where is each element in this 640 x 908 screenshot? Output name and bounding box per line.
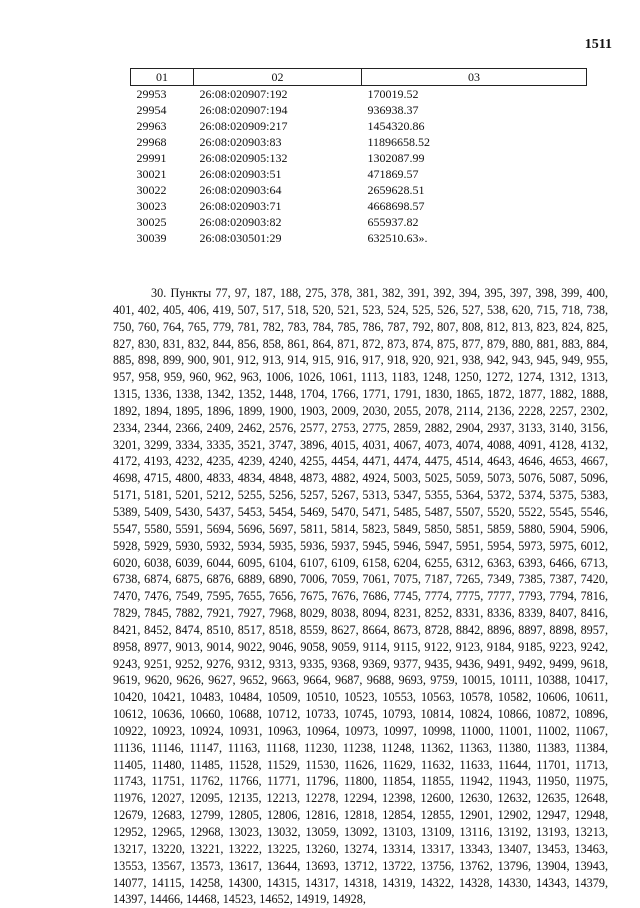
page-number: 1511 [584, 37, 612, 52]
table-cell: 471869.57 [367, 167, 419, 181]
table-row [131, 102, 587, 118]
table-cell: 655937.82 [367, 215, 419, 229]
table-cell: 30022 [136, 183, 167, 197]
table-row [131, 182, 587, 198]
table-cell: 26:08:020903:71 [199, 199, 282, 213]
table-cell: 26:08:020903:82 [199, 215, 282, 229]
table-cell: 26:08:020903:51 [199, 167, 282, 181]
table-row [131, 134, 587, 150]
column-header: 03 [362, 69, 587, 86]
column-header: 02 [194, 69, 362, 86]
table-row [131, 86, 587, 103]
table-cell: 26:08:020909:217 [199, 119, 288, 133]
amendment-paragraph: 30. Пункты 77, 97, 187, 188, 275, 378, 381, 382, 391, 392, 394, 395, 397, 398, 399, 400, 401, 402, 405, 406, 419, 507, 517, 518, 520, 521, 523, 524, 525, 526, 527, 538, 620, 715, 718, 738, 750, 760, 764, 765, 779, 781, 782, 783, 784, 785, 786, 787, 792, 807, 808, 812, 813, 823, 824, 825, 827, 830, 831, 832, 844, 856, 858, 861, 864, 871, 872, 873, 874, 875, 877, 879, 880, 881, 883, 884, 885, 898, 899, 900, 901, 912, 913, 914, 915, 916, 917, 918, 920, 921, 938, 942, 943, 945, 949, 955, 957, 958, 959, 960, 962, 963, 1006, 1026, 1061, 1113, 1183, 1248, 1250, 1272, 1274, 1312, 1313, 1315, 1336, 1338, 1342, 1352, 1448, 1704, 1766, 1771, 1791, 1830, 1865, 1872, 1877, 1882, 1888, 1892, 1894, 1895, 1896, 1899, 1900, 1903, 2009, 2030, 2055, 2078, 2114, 2136, 2228, 2257, 2302, 2334, 2344, 2366, 2409, 2462, 2576, 2577, 2753, 2775, 2859, 2882, 2904, 2937, 3133, 3140, 3156, 3201, 3299, 3334, 3335, 3521, 3747, 3896, 4015, 4031, 4067, 4073, 4074, 4088, 4091, 4128, 4132, 4172, 4193, 4232, 4235, 4239, 4240, 4255, 4454, 4471, 4474, 4475, 4514, 4643, 4646, 4653, 4667, 4698, 4715, 4800, 4833, 4834, 4848, 4873, 4882, 4924, 5003, 5025, 5059, 5073, 5076, 5087, 5096, 5171, 5181, 5201, 5212, 5255, 5256, 5257, 5267, 5313, 5347, 5355, 5364, 5372, 5374, 5375, 5383, 5389, 5409, 5430, 5437, 5453, 5454, 5469, 5470, 5471, 5485, 5487, 5507, 5520, 5522, 5545, 5546, 5547, 5580, 5591, 5694, 5696, 5697, 5811, 5814, 5823, 5849, 5850, 5851, 5859, 5880, 5904, 5906, 5928, 5929, 5930, 5932, 5934, 5935, 5936, 5937, 5945, 5946, 5947, 5951, 5954, 5973, 5975, 6012, 6020, 6038, 6039, 6044, 6095, 6104, 6107, 6109, 6158, 6204, 6255, 6312, 6363, 6393, 6466, 6713, 6738, 6874, 6875, 6876, 6889, 6890, 7006, 7059, 7061, 7075, 7187, 7265, 7349, 7385, 7387, 7420, 7470, 7476, 7549, 7595, 7655, 7656, 7675, 7676, 7686, 7745, 7774, 7775, 7777, 7793, 7794, 7816, 7829, 7845, 7882, 7921, 7927, 7968, 8029, 8038, 8094, 8231, 8252, 8331, 8336, 8339, 8407, 8416, 8421, 8452, 8474, 8510, 8517, 8518, 8559, 8627, 8664, 8673, 8728, 8842, 8896, 8897, 8898, 8957, 8958, 8977, 9013, 9014, 9022, 9046, 9058, 9059, 9114, 9115, 9122, 9123, 9184, 9185, 9223, 9242, 9243, 9251, 9252, 9276, 9312, 9313, 9335, 9368, 9369, 9377, 9435, 9436, 9491, 9492, 9499, 9618, 9619, 9620, 9626, 9627, 9652, 9663, 9664, 9687, 9688, 9693, 9759, 10015, 10111, 10388, 10417, 10420, 10421, 10483, 10484, 10509, 10510, 10523, 10553, 10563, 10578, 10582, 10606, 10611, 10612, 10636, 10660, 10688, 10712, 10733, 10745, 10793, 10814, 10824, 10866, 10872, 10896, 10922, 10923, 10924, 10931, 10963, 10964, 10973, 10997, 10998, 11000, 11001, 11002, 11067, 11136, 11146, 11147, 11163, 11168, 11230, 11238, 11248, 11362, 11363, 11380, 11383, 11384, 11405, 11480, 11485, 11528, 11529, 11530, 11626, 11629, 11632, 11633, 11644, 11701, 11713, 11743, 11751, 11762, 11766, 11771, 11796, 11800, 11854, 11855, 11942, 11943, 11950, 11975, 11976, 12027, 12095, 12135, 12213, 12278, 12294, 12398, 12600, 12630, 12632, 12635, 12648, 12679, 12683, 12799, 12805, 12806, 12816, 12818, 12854, 12855, 12901, 12902, 12947, 12948, 12952, 12965, 12968, 13023, 13032, 13059, 13092, 13103, 13109, 13116, 13192, 13193, 13213, 13217, 13220, 13221, 13222, 13225, 13260, 13274, 13314, 13317, 13343, 13407, 13453, 13463, 13553, 13567, 13573, 13617, 13644, 13693, 13712, 13722, 13756, 13762, 13796, 13904, 13943, 14077, 14115, 14258, 14300, 14315, 14317, 14318, 14319, 14322, 14328, 14330, 14343, 14379, 14397, 14466, 14468, 14523, 14652, 14919, 14928, [113, 286, 608, 907]
table-cell: 30023 [136, 199, 167, 213]
table-cell: 26:08:020905:132 [199, 151, 288, 165]
table-cell: 26:08:030501:29 [199, 231, 282, 245]
table-cell: 26:08:020903:83 [199, 135, 282, 149]
table-cell: 29953 [136, 87, 167, 101]
table-row [131, 118, 587, 134]
table-cell: 170019.52 [367, 87, 419, 101]
table-cell: 26:08:020907:192 [199, 87, 288, 101]
table-cell: 936938.37 [367, 103, 419, 117]
table-cell: 29963 [136, 119, 167, 133]
table-cell: 4668698.57 [367, 199, 425, 213]
table-header-row [131, 69, 587, 86]
table-cell: 30021 [136, 167, 167, 181]
column-header: 01 [131, 69, 194, 86]
table-cell: 29991 [136, 151, 167, 165]
table-row [131, 150, 587, 166]
table-cell: 632510.63». [367, 231, 428, 245]
data-table [130, 68, 587, 246]
table-cell: 26:08:020907:194 [199, 103, 288, 117]
table-row [131, 214, 587, 230]
table-cell: 29968 [136, 135, 167, 149]
table-cell: 11896658.52 [367, 135, 431, 149]
table-row [131, 166, 587, 182]
table-cell: 1454320.86 [367, 119, 425, 133]
table-row [131, 230, 587, 246]
table-cell: 2659628.51 [367, 183, 425, 197]
table-cell: 29954 [136, 103, 167, 117]
table-cell: 26:08:020903:64 [199, 183, 282, 197]
table-cell: 30025 [136, 215, 167, 229]
table-row [131, 198, 587, 214]
table-cell: 1302087.99 [367, 151, 425, 165]
table-cell: 30039 [136, 231, 167, 245]
